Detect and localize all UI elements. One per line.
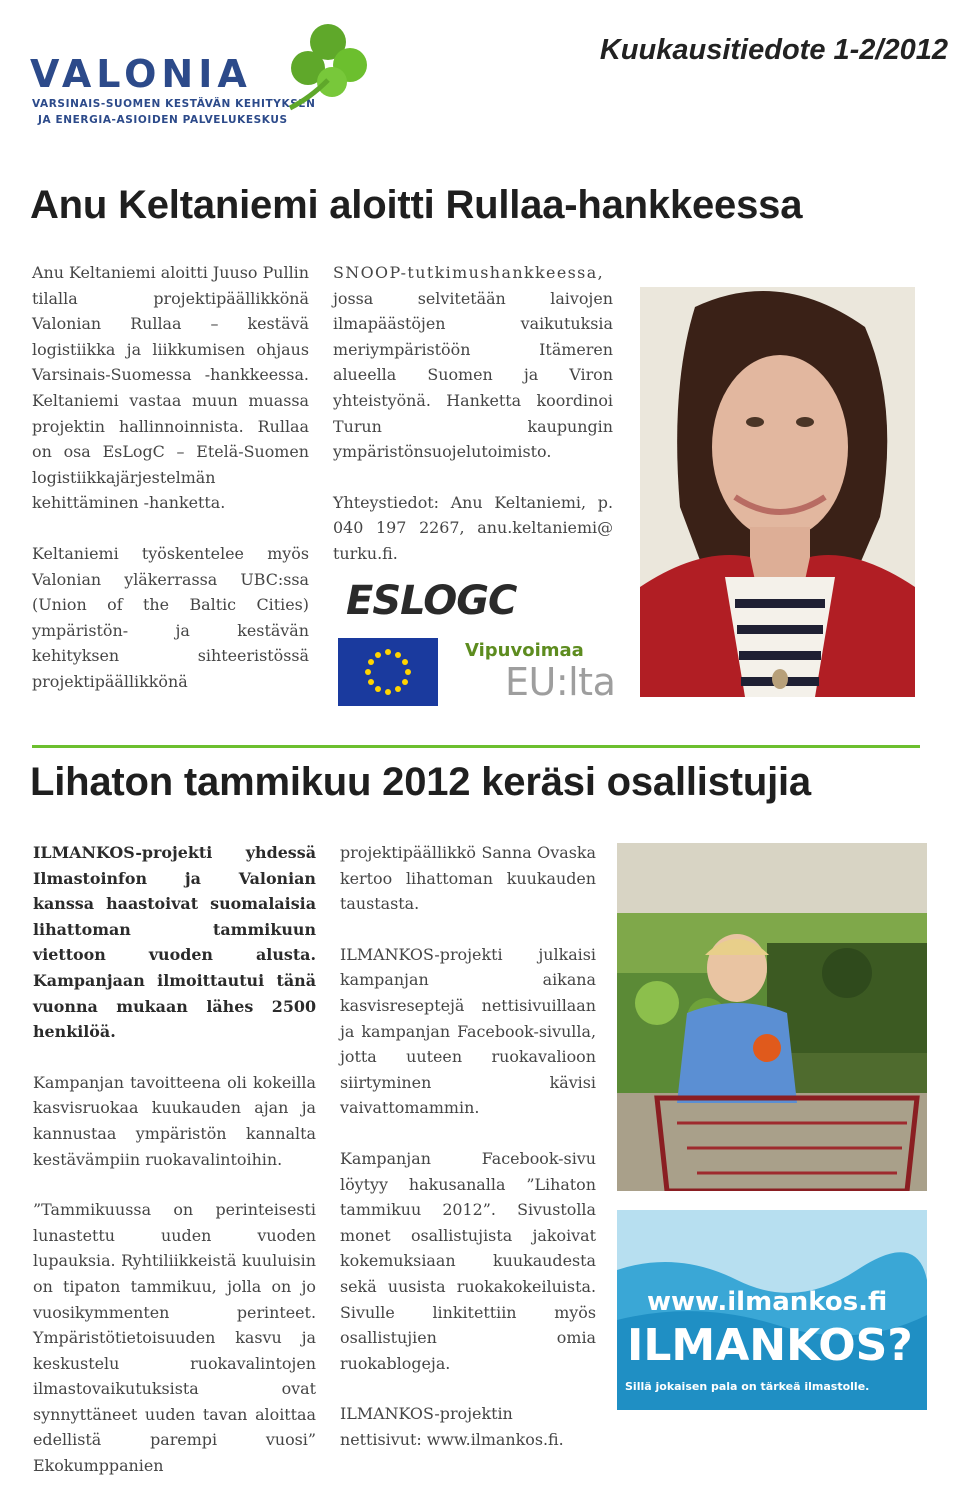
issue-title: Kuukausitiedote 1-2/2012 (599, 34, 948, 66)
article-heading-2: Lihaton tammikuu 2012 keräsi osallistujia (30, 760, 811, 804)
article2-paragraph: ILMANKOS-projekti julkaisi kampanjan aikana kasvisreseptejä nettisivuillaan ja kampanjan Facebook-sivulla, jotta uuteen ruokavalioon siirtyminen kävisi vaivattomammin. (340, 944, 596, 1118)
article1-paragraph: Anu Keltaniemi aloitti Juuso Pullin tilalla projektipäällikkönä Valonian Rullaa – kestävä logistiikka ja liikkumisen ohjaus Varsinais-Suomessa -hankkeessa. Keltaniemi vastaa muun muassa projektin hallinnoinnista. Rullaa on osa EsLogC – Etelä-Suomen logistiikkajärjestelmän kehittäminen -hanketta. (32, 263, 309, 513)
article1-column-2 (333, 260, 613, 592)
eu-lta-logo-text: EU:lta (505, 660, 616, 704)
article2-paragraph: projektipäällikkö Sanna Ovaska kertoo lihattoman kuukauden taustasta. (340, 843, 596, 914)
child-in-market-photo (617, 843, 927, 1191)
logo-subtitle-line2: JA ENERGIA-ASIOIDEN PALVELUKESKUS (38, 114, 288, 126)
section-divider (32, 745, 920, 748)
clover-leaf-icon (270, 20, 370, 115)
article2-lead: ILMANKOS-projekti yhdessä Ilmastoinfon ja Valonian kanssa haastoivat suomalaisia lihattoman tammikuun viettoon vuoden alusta. Kampanjaan ilmoittautui tänä vuonna mukaan lähes 2500 henkilöä. (33, 843, 316, 1042)
article2-paragraph: ”Tammikuussa on perinteisesti lunastettu uuden vuoden lupauksia. Ryhtiliikkeistä kuuluisin on tipaton tammikuu, jolla on jo vuosikymmenten perinteet. Ympäristötietoisuuden kasvu ja keskustelu ruokavalintojen ilmastovaikutuksista ovat synnyttäneet uuden tavan aloittaa edellistä parempi vuosi” Ekokumppanien (33, 1200, 316, 1476)
ilmankos-ad-image (617, 1210, 927, 1410)
article-heading-1: Anu Keltaniemi aloitti Rullaa-hankkeessa (30, 183, 803, 227)
article2-column-1 (33, 840, 316, 1504)
article2-website: ILMANKOS-projektin nettisivut: www.ilmankos.fi. (340, 1404, 564, 1449)
ad-url-text: www.ilmankos.fi (647, 1287, 888, 1317)
vipuvoimaa-logo-text: Vipuvoimaa (465, 640, 584, 661)
article1-paragraph (333, 260, 613, 465)
logo-subtitle-line1: VARSINAIS-SUOMEN KESTÄVÄN KEHITYKSEN (32, 98, 316, 110)
contact-info: Yhteystiedot: Anu Keltaniemi, p. 040 197 2267, anu.keltaniemi@ turku.fi. (333, 492, 613, 563)
article2-paragraph: Kampanjan tavoitteena oli kokeilla kasvisruokaa kuukauden ajan ja kannustaa ympäristön kannalta kestävämpiin ruokavalintoihin. (33, 1072, 316, 1169)
logo-wordmark: VALONIA (30, 52, 252, 96)
paragraph-text: jossa selvitetään laivojen ilmapäästöjen vaikutuksia meriympäristöön Itämeren alueella Suomen ja Viron yhteistyönä. Hanketta koordinoi Turun kaupungin ympäristönsuojelutoimisto. (333, 288, 613, 462)
article2-paragraph: Kampanjan Facebook-sivu löytyy hakusanalla ”Lihaton tammikuu 2012”. Sivustolla monet osallistujista jakoivat kokemuksiaan kuukaudesta sekä uusista ruokakokeiluista. Sivulle linkitettiin myös osallistujien omia ruokablogeja. (340, 1148, 596, 1373)
eslogc-logo-text: ESLOGC (346, 578, 517, 624)
ad-tagline-text: Sillä jokaisen pala on tärkeä ilmastolle. (625, 1380, 870, 1393)
portrait-photo (640, 287, 915, 697)
eu-flag-icon (338, 638, 438, 706)
article1-paragraph: Keltaniemi työskentelee myös Valonian yläkerrassa UBC:ssa (Union of the Baltic Cities) ympäristön- ja kestävän kehityksen sihteeristössä projektipäällikkönä (32, 543, 309, 691)
article1-column-1 (32, 260, 309, 720)
ad-brand-text: ILMANKOS? (627, 1320, 913, 1371)
article2-column-2 (340, 840, 596, 1477)
project-name: SNOOP-tutkimushankkeessa, (333, 263, 605, 282)
